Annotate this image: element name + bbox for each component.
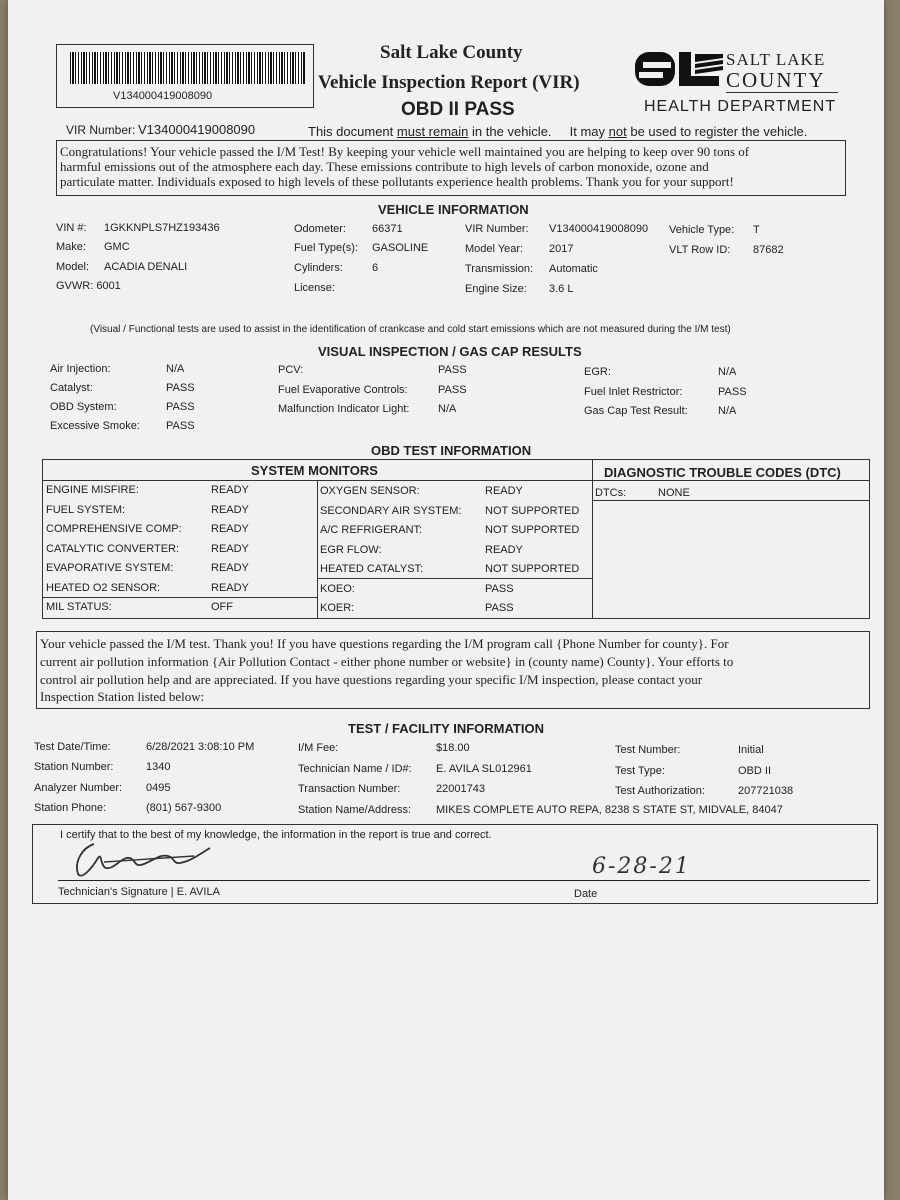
addr-value: MIKES COMPLETE AUTO REPA, 8238 S STATE ST, MIDVALE, 84047 xyxy=(436,804,783,816)
monitor-right-value: READY xyxy=(485,543,523,556)
monitor-left-value: READY xyxy=(211,523,249,535)
passed-line-4: Inspection Station listed below: xyxy=(40,689,205,704)
station-label: Station Number: xyxy=(34,761,114,773)
date-label: Test Date/Time: xyxy=(34,741,111,753)
cylinders-value: 6 xyxy=(372,262,379,274)
vir-label-2: VIR Number: xyxy=(465,223,529,235)
technician-signature-icon xyxy=(64,836,214,884)
logo-text-2: COUNTY xyxy=(726,68,826,92)
monitor-right-label: A/C REFRIGERANT: xyxy=(320,524,423,536)
station-value: 1340 xyxy=(146,761,171,773)
air-label: Air Injection: xyxy=(50,363,111,375)
mil-label: Malfunction Indicator Light: xyxy=(278,403,410,415)
model-value: ACADIA DENALI xyxy=(104,261,188,273)
pcv-value: PASS xyxy=(438,364,467,376)
date-line xyxy=(574,880,870,881)
egr-label: EGR: xyxy=(584,366,611,378)
signature-line xyxy=(58,880,578,881)
cylinders-label: Cylinders: xyxy=(294,262,343,274)
txn-label: Transaction Number: xyxy=(298,783,401,795)
odometer-value: 66371 xyxy=(372,223,403,235)
gvwr: GVWR: 6001 xyxy=(56,280,121,292)
date-value: 6/28/2021 3:08:10 PM xyxy=(146,741,255,753)
dtc-heading: DIAGNOSTIC TROUBLE CODES (DTC) xyxy=(604,465,841,480)
vin-value: 1GKKNPLS7HZ193436 xyxy=(104,222,220,234)
mil-row-divider xyxy=(42,597,318,598)
make-label: Make: xyxy=(56,241,86,253)
congrats-line-2: harmful emissions out of the atmosphere each day. These emissions contribute to high levels of carbon monoxide, ozone and xyxy=(60,159,709,174)
monitor-left-label: COMPREHENSIVE COMP: xyxy=(46,523,182,535)
pcv-label: PCV: xyxy=(278,364,304,376)
test-number-label: Test Number: xyxy=(615,744,681,756)
phone-value: (801) 567-9300 xyxy=(146,802,222,814)
monitor-right-value: NOT SUPPORTED xyxy=(485,504,580,517)
monitor-right-value: PASS xyxy=(485,582,514,595)
inlet-label: Fuel Inlet Restrictor: xyxy=(584,386,683,398)
model-label: Model: xyxy=(56,261,90,273)
handwritten-date: 6-28-21 xyxy=(592,854,691,879)
congrats-line-1: Congratulations! Your vehicle passed the I/M Test! By keeping your vehicle well maintained you are helping to keep over 90 tons of xyxy=(60,144,750,159)
auth-label: Test Authorization: xyxy=(615,785,705,797)
obd-header-divider xyxy=(42,480,869,481)
monitor-right-label: OXYGEN SENSOR: xyxy=(320,485,420,497)
facility-heading: TEST / FACILITY INFORMATION xyxy=(348,721,544,736)
vlt-label: VLT Row ID: xyxy=(669,244,731,256)
county-logo xyxy=(635,48,725,95)
monitor-right-value: PASS xyxy=(485,602,514,614)
signature-label: Technician's Signature | E. AVILA xyxy=(58,886,220,898)
monitor-right-label: SECONDARY AIR SYSTEM: xyxy=(320,504,462,517)
fee-value: $18.00 xyxy=(436,742,470,754)
monitor-right-value: NOT SUPPORTED xyxy=(485,563,580,575)
koeo-row-divider xyxy=(317,578,593,579)
license-label: License: xyxy=(294,282,335,294)
gascap-value: N/A xyxy=(718,405,737,417)
catalyst-label: Catalyst: xyxy=(50,382,93,394)
dtc-divider xyxy=(592,459,593,618)
vlt-value: 87682 xyxy=(753,244,784,256)
congrats-line-3: particulate matter. Individuals exposed to high levels of these pollutants experience health problems. Thank you for your support! xyxy=(60,174,734,189)
monitor-left-value: READY xyxy=(211,503,249,516)
analyzer-value: 0495 xyxy=(146,782,171,794)
test-number-value: Initial xyxy=(738,744,764,756)
dtc-value: NONE xyxy=(658,487,690,499)
auth-value: 207721038 xyxy=(738,785,794,797)
visual-note: (Visual / Functional tests are used to assist in the identification of crankcase and cold start emissions which are not measured during the I/M test) xyxy=(90,324,731,335)
report-title: Vehicle Inspection Report (VIR) xyxy=(318,72,580,93)
tech-value: E. AVILA SL012961 xyxy=(436,763,532,775)
monitor-left-value: READY xyxy=(211,542,249,555)
engine-label: Engine Size: xyxy=(465,283,527,295)
model-year-label: Model Year: xyxy=(465,243,524,255)
sl-logo-icon xyxy=(635,48,725,90)
cert-text: I certify that to the best of my knowledge, the information in the report is true and correct. xyxy=(60,829,492,841)
monitor-left-label: CATALYTIC CONVERTER: xyxy=(46,542,180,555)
report-page xyxy=(8,0,884,1200)
evap-label: Fuel Evaporative Controls: xyxy=(278,384,408,396)
fuel-label: Fuel Type(s): xyxy=(294,242,358,254)
egr-value: N/A xyxy=(718,366,737,378)
txn-value: 22001743 xyxy=(436,783,485,795)
monitor-left-label: HEATED O2 SENSOR: xyxy=(46,581,161,594)
obd-system-label: OBD System: xyxy=(50,401,117,413)
vehicle-type-value: T xyxy=(753,224,760,236)
monitor-left-label: FUEL SYSTEM: xyxy=(46,503,126,516)
inlet-value: PASS xyxy=(718,386,747,398)
result-heading: OBD II PASS xyxy=(401,99,515,120)
monitor-right-value: READY xyxy=(485,485,523,497)
logo-text-1: SALT LAKE xyxy=(726,50,826,69)
fuel-value: GASOLINE xyxy=(372,242,429,254)
obd-table xyxy=(42,459,870,619)
monitor-left-value: READY xyxy=(211,581,249,594)
monitor-right-label: EGR FLOW: xyxy=(320,543,382,556)
mil-value: N/A xyxy=(438,403,457,415)
monitor-right-label: KOER: xyxy=(320,602,355,614)
transmission-value: Automatic xyxy=(549,263,598,275)
fee-label: I/M Fee: xyxy=(298,742,339,754)
health-dept: HEALTH DEPARTMENT xyxy=(644,98,837,115)
engine-value: 3.6 L xyxy=(549,283,574,295)
phone-label: Station Phone: xyxy=(34,802,107,814)
analyzer-label: Analyzer Number: xyxy=(34,782,123,794)
test-type-label: Test Type: xyxy=(615,765,665,777)
evap-value: PASS xyxy=(438,384,467,396)
odometer-label: Odometer: xyxy=(294,223,346,235)
monitor-right-value: NOT SUPPORTED xyxy=(485,524,580,536)
gascap-label: Gas Cap Test Result: xyxy=(584,405,688,417)
vir-number-label: VIR Number: xyxy=(66,123,136,137)
org-name: Salt Lake County xyxy=(380,42,523,63)
vir-value-2: V134000419008090 xyxy=(549,223,649,235)
model-year-value: 2017 xyxy=(549,243,574,255)
monitors-heading: SYSTEM MONITORS xyxy=(251,463,378,478)
vehicle-heading: VEHICLE INFORMATION xyxy=(378,202,529,217)
smoke-label: Excessive Smoke: xyxy=(50,420,140,432)
passed-line-2: current air pollution information {Air Pollution Contact - either phone number or website} in (county name) County}. Your efforts to xyxy=(40,654,734,669)
dtc-label: DTCs: xyxy=(595,487,627,499)
obd-system-value: PASS xyxy=(166,401,195,413)
monitor-left-label: EVAPORATIVE SYSTEM: xyxy=(46,562,174,574)
transmission-label: Transmission: xyxy=(465,263,534,275)
monitor-right-label: HEATED CATALYST: xyxy=(320,563,424,575)
monitor-left-value: READY xyxy=(211,484,249,496)
passed-line-1: Your vehicle passed the I/M test. Thank you! If you have questions regarding the I/M program call {Phone Number for county}. For xyxy=(40,636,729,651)
air-value: N/A xyxy=(166,363,185,375)
obd-heading: OBD TEST INFORMATION xyxy=(371,443,532,458)
test-type-value: OBD II xyxy=(738,765,772,777)
smoke-value: PASS xyxy=(166,420,195,432)
monitor-left-label: ENGINE MISFIRE: xyxy=(46,484,139,496)
catalyst-value: PASS xyxy=(166,382,195,394)
monitor-left-label: MIL STATUS: xyxy=(46,601,112,613)
vin-label: VIN #: xyxy=(56,222,87,234)
logo-divider xyxy=(726,92,838,93)
monitor-right-label: KOEO: xyxy=(320,582,355,595)
passed-line-3: control air pollution help and are appreciated. If you have questions regarding your specific I/M inspection, please contact your xyxy=(40,672,703,687)
make-value: GMC xyxy=(104,241,130,253)
vir-number-value: V134000419008090 xyxy=(138,122,256,137)
barcode-number: V134000419008090 xyxy=(113,90,213,102)
tech-label: Technician Name / ID#: xyxy=(298,763,412,775)
barcode-image xyxy=(70,52,305,84)
date-caption: Date xyxy=(574,888,598,900)
visual-heading: VISUAL INSPECTION / GAS CAP RESULTS xyxy=(318,344,582,359)
notice-text: This document must remain in the vehicle. It may not be used to register the vehicle. xyxy=(308,124,808,139)
monitor-left-value: OFF xyxy=(211,601,233,613)
addr-label: Station Name/Address: xyxy=(298,804,412,816)
vehicle-type-label: Vehicle Type: xyxy=(669,224,735,236)
dtc-row-divider xyxy=(592,500,869,501)
monitor-left-value: READY xyxy=(211,562,249,574)
